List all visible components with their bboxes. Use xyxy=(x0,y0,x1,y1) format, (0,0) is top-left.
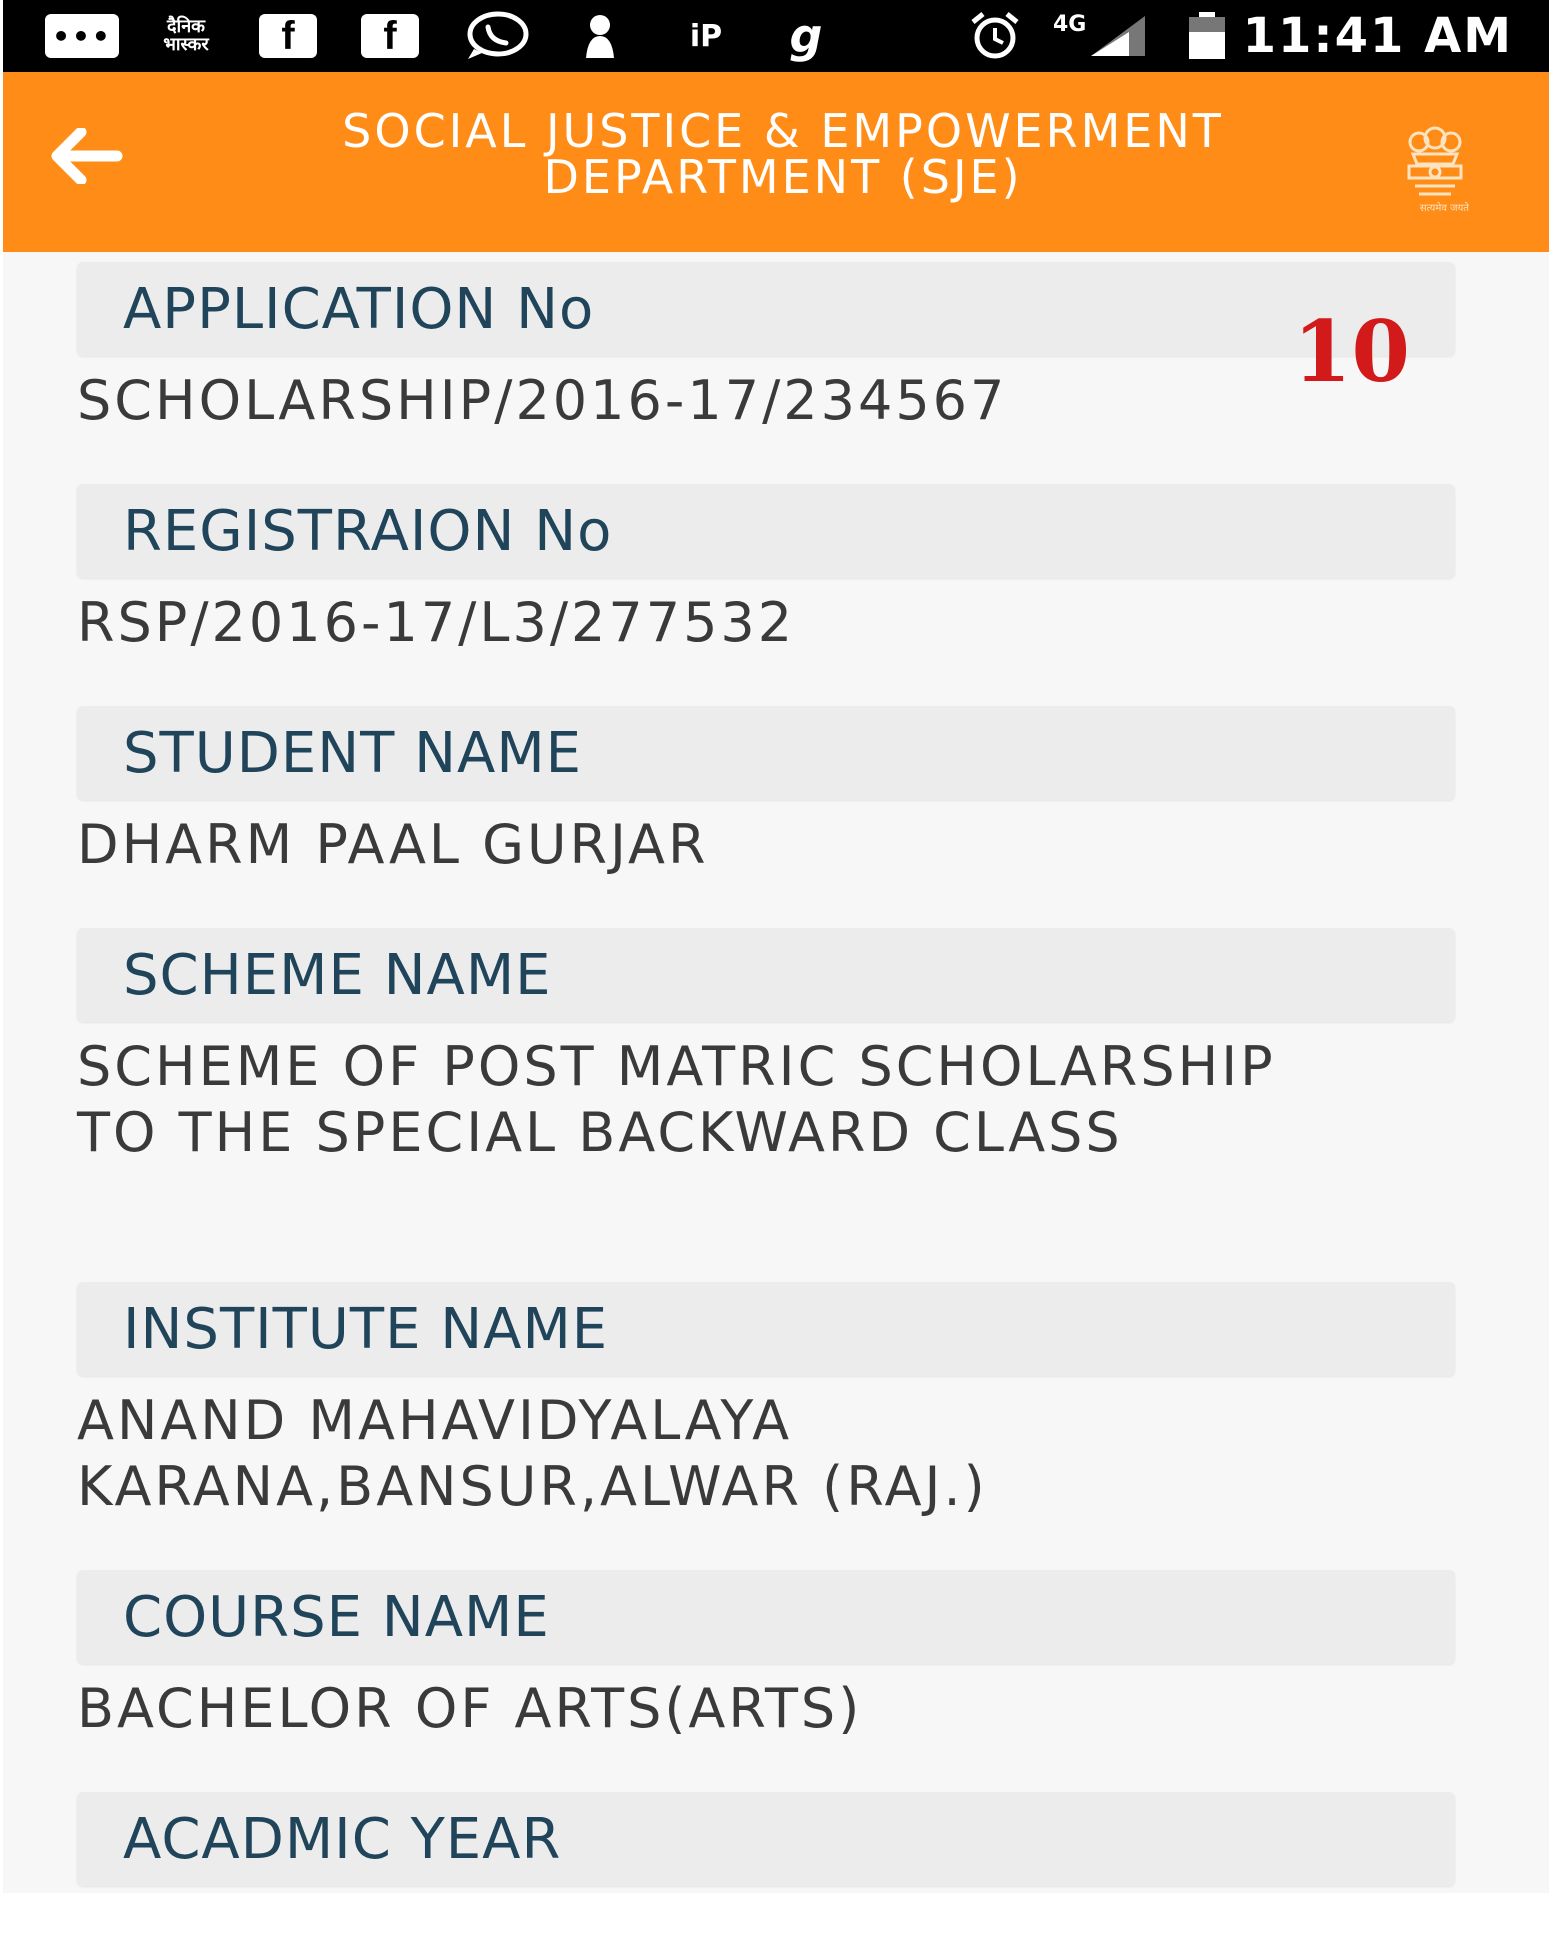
field-academic-year xyxy=(77,1792,1455,1886)
clock: 11:41 AM xyxy=(1242,8,1513,64)
field-header xyxy=(77,1570,1455,1664)
field-header xyxy=(77,1792,1455,1886)
back-button[interactable] xyxy=(47,116,127,196)
field-header xyxy=(77,484,1455,578)
emblem-caption: सत्यमेव जयते xyxy=(1419,203,1469,214)
field-registration-no xyxy=(77,484,1455,656)
field-header xyxy=(77,928,1455,1022)
field-institute-name xyxy=(77,1282,1455,1520)
field-value: DHARM PAAL GURJAR xyxy=(77,813,709,876)
more-icon: ••• xyxy=(45,14,119,58)
dainik-bhaskar-icon: दैनिक भास्कर xyxy=(163,16,209,55)
field-header xyxy=(77,706,1455,800)
network-type-label: 4G xyxy=(1053,12,1087,37)
field-header xyxy=(77,262,1455,356)
field-value: SCHOLARSHIP/2016-17/234567 xyxy=(77,369,1008,432)
field-label: ACADMIC YEAR xyxy=(123,1807,562,1872)
field-value: BACHELOR OF ARTS(ARTS) xyxy=(77,1677,863,1740)
alarm-icon xyxy=(963,14,1027,58)
signal-icon xyxy=(1087,14,1149,58)
field-label: INSTITUTE NAME xyxy=(123,1297,609,1362)
field-application-no xyxy=(77,262,1455,434)
field-label: STUDENT NAME xyxy=(123,721,583,786)
field-value: ANAND MAHAVIDYALAYA KARANA,BANSUR,ALWAR (RAJ.) xyxy=(77,1389,988,1518)
back-arrow-icon xyxy=(51,128,123,184)
field-value: SCHEME OF POST MATRIC SCHOLARSHIP TO THE SPECIAL BACKWARD CLASS xyxy=(77,1035,1276,1164)
battery-icon xyxy=(1185,14,1229,58)
india-emblem-icon xyxy=(1395,116,1475,212)
page-number-annotation: 10 xyxy=(1293,302,1410,401)
field-course-name xyxy=(77,1570,1455,1742)
person-icon xyxy=(575,14,625,58)
whatsapp-icon xyxy=(459,14,533,58)
field-scheme-name xyxy=(77,928,1455,1166)
field-header xyxy=(77,1282,1455,1376)
status-bar xyxy=(3,0,1549,72)
field-value: RSP/2016-17/L3/277532 xyxy=(77,591,796,654)
app-title: SOCIAL JUSTICE & EMPOWERMENT DEPARTMENT (SJE) xyxy=(342,104,1224,204)
field-student-name xyxy=(77,706,1455,878)
facebook-icon: f xyxy=(361,14,419,58)
field-label: COURSE NAME xyxy=(123,1585,550,1650)
facebook-icon: f xyxy=(259,14,317,58)
app-bar xyxy=(3,72,1549,252)
field-label: SCHEME NAME xyxy=(123,943,552,1008)
field-label: APPLICATION No xyxy=(123,277,595,342)
field-label: REGISTRAION No xyxy=(123,499,613,564)
g-icon: g xyxy=(789,9,823,63)
ip-icon: iP xyxy=(689,18,723,54)
phone-screen xyxy=(3,0,1549,1893)
